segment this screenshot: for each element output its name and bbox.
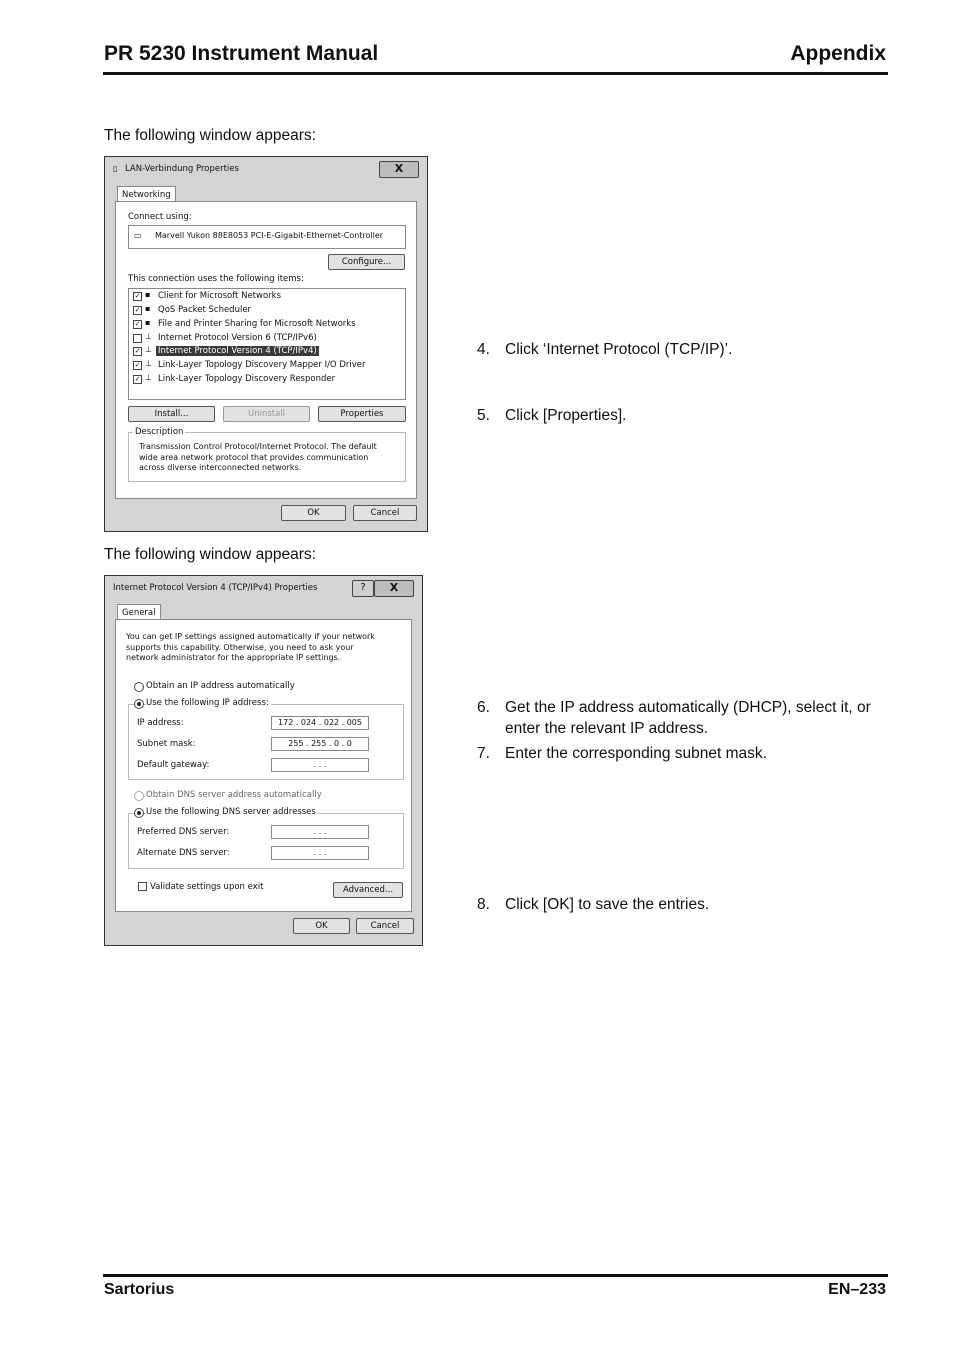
lan-properties-dialog bbox=[104, 156, 428, 532]
service-icon: ▪ bbox=[145, 304, 151, 313]
use-dns-radio[interactable] bbox=[134, 808, 144, 818]
list-item-label: Client for Microsoft Networks bbox=[158, 291, 282, 301]
properties-button[interactable]: Properties bbox=[318, 406, 406, 422]
intro-text-1: The following window appears: bbox=[104, 127, 316, 144]
step-5 bbox=[477, 405, 877, 426]
step-number: 7. bbox=[477, 745, 490, 762]
footer-company: Sartorius bbox=[104, 1281, 175, 1298]
subnet-mask-field[interactable]: 255 . 255 . 0 . 0 bbox=[271, 737, 369, 751]
ip-address-field[interactable]: 172 . 024 . 022 . 005 bbox=[271, 716, 369, 730]
step-number: 4. bbox=[477, 341, 490, 358]
default-gateway-label: Default gateway: bbox=[137, 760, 210, 770]
step-text: Get the IP address automatically (DHCP), select it, or enter the relevant IP address. bbox=[505, 699, 871, 737]
dialog-titlebar bbox=[109, 161, 423, 179]
step-number: 8. bbox=[477, 896, 490, 913]
description-text: Transmission Control Protocol/Internet Protocol. The default wide area network protocol that provides communication across diverse interconnected networks. bbox=[139, 442, 377, 472]
help-button[interactable]: ? bbox=[352, 580, 374, 597]
alternate-dns-label: Alternate DNS server: bbox=[137, 848, 230, 858]
list-item-label: Internet Protocol Version 6 (TCP/IPv6) bbox=[158, 333, 317, 343]
close-button[interactable]: X bbox=[374, 580, 414, 597]
list-item-label: Link-Layer Topology Discovery Mapper I/O Driver bbox=[158, 360, 366, 370]
item-checkbox[interactable]: ✓ bbox=[134, 320, 141, 328]
step-text: Click ‘Internet Protocol (TCP/IP)’. bbox=[505, 341, 733, 358]
preferred-dns-label: Preferred DNS server: bbox=[137, 827, 230, 837]
item-checkbox[interactable]: ✓ bbox=[134, 306, 141, 314]
connect-using-label: Connect using: bbox=[128, 212, 192, 222]
list-item-label: File and Printer Sharing for Microsoft Networks bbox=[158, 319, 356, 329]
items-label: This connection uses the following items: bbox=[128, 274, 304, 284]
manual-title: PR 5230 Instrument Manual bbox=[104, 42, 379, 65]
step-8 bbox=[477, 894, 877, 915]
use-ip-label: Use the following IP address: bbox=[146, 698, 269, 708]
item-checkbox[interactable] bbox=[133, 334, 142, 343]
cancel-button[interactable]: Cancel bbox=[356, 918, 414, 934]
step-6 bbox=[477, 697, 877, 739]
network-card-icon: ▭ bbox=[134, 231, 142, 240]
description-group bbox=[128, 427, 406, 482]
step-text: Click [Properties]. bbox=[505, 407, 627, 424]
advanced-button[interactable]: Advanced... bbox=[333, 882, 403, 898]
subnet-mask-label: Subnet mask: bbox=[137, 739, 196, 749]
info-text: You can get IP settings assigned automatically if your network supports this capability. Otherwise, you need to ask your network administrator for the appropriate IP settings. bbox=[126, 632, 375, 662]
obtain-dns-radio[interactable] bbox=[134, 791, 144, 801]
item-checkbox[interactable]: ✓ bbox=[134, 361, 141, 369]
cancel-button[interactable]: Cancel bbox=[353, 505, 417, 521]
step-number: 5. bbox=[477, 407, 490, 424]
page-number: EN–233 bbox=[828, 1281, 886, 1298]
item-checkbox[interactable]: ✓ bbox=[134, 292, 141, 300]
default-gateway-field[interactable]: . . . bbox=[271, 758, 369, 772]
uninstall-button[interactable]: Uninstall bbox=[223, 406, 310, 422]
description-label: Description bbox=[135, 427, 184, 437]
section-title: Appendix bbox=[790, 42, 886, 65]
components-list[interactable] bbox=[128, 288, 406, 400]
step-4 bbox=[477, 339, 877, 360]
step-7 bbox=[477, 743, 877, 764]
dialog-titlebar bbox=[109, 580, 418, 598]
dns-group bbox=[128, 813, 404, 869]
tab-general[interactable]: General bbox=[117, 604, 161, 621]
obtain-ip-radio[interactable] bbox=[134, 682, 144, 692]
obtain-dns-label: Obtain DNS server address automatically bbox=[146, 790, 322, 800]
configure-button[interactable]: Configure... bbox=[328, 254, 405, 270]
item-checkbox[interactable]: ✓ bbox=[134, 347, 141, 355]
step-number: 6. bbox=[477, 699, 490, 716]
service-icon: ▪ bbox=[145, 318, 151, 327]
ok-button[interactable]: OK bbox=[281, 505, 346, 521]
intro-text-2: The following window appears: bbox=[104, 546, 316, 563]
obtain-ip-label: Obtain an IP address automatically bbox=[146, 681, 295, 691]
install-button[interactable]: Install... bbox=[128, 406, 215, 422]
header-rule bbox=[103, 72, 888, 75]
step-text: Enter the corresponding subnet mask. bbox=[505, 745, 767, 762]
close-button[interactable]: X bbox=[379, 161, 419, 178]
use-ip-radio[interactable] bbox=[134, 699, 144, 709]
list-item-label: QoS Packet Scheduler bbox=[158, 305, 252, 315]
tab-networking[interactable]: Networking bbox=[117, 186, 176, 203]
adapter-name: Marvell Yukon 88E8053 PCI-E-Gigabit-Ethernet-Controller bbox=[155, 231, 384, 240]
networking-panel bbox=[115, 201, 417, 499]
footer-rule bbox=[103, 1274, 888, 1277]
dialog-title: LAN-Verbindung Properties bbox=[125, 164, 239, 174]
list-item-label-selected: Internet Protocol Version 4 (TCP/IPv4) bbox=[158, 346, 317, 356]
item-checkbox[interactable]: ✓ bbox=[134, 375, 141, 383]
dialog-title: Internet Protocol Version 4 (TCP/IPv4) Properties bbox=[113, 583, 318, 593]
ip-address-label: IP address: bbox=[137, 718, 184, 728]
preferred-dns-field[interactable]: . . . bbox=[271, 825, 369, 839]
protocol-icon: ⊥ bbox=[145, 359, 152, 368]
validate-checkbox[interactable] bbox=[138, 882, 147, 891]
protocol-icon: ⊥ bbox=[145, 345, 152, 354]
use-dns-label: Use the following DNS server addresses bbox=[146, 807, 316, 817]
general-panel bbox=[115, 619, 412, 912]
adapter-box bbox=[128, 225, 406, 249]
ipv4-properties-dialog bbox=[104, 575, 423, 946]
alternate-dns-field[interactable]: . . . bbox=[271, 846, 369, 860]
client-icon: ▪ bbox=[145, 290, 151, 299]
protocol-icon: ⊥ bbox=[145, 373, 152, 382]
validate-label: Validate settings upon exit bbox=[150, 882, 264, 892]
step-text: Click [OK] to save the entries. bbox=[505, 896, 710, 913]
ok-button[interactable]: OK bbox=[293, 918, 350, 934]
network-adapter-icon: ▯ bbox=[113, 164, 118, 173]
list-item-label: Link-Layer Topology Discovery Responder bbox=[158, 374, 336, 384]
protocol-icon: ⊥ bbox=[145, 332, 152, 341]
